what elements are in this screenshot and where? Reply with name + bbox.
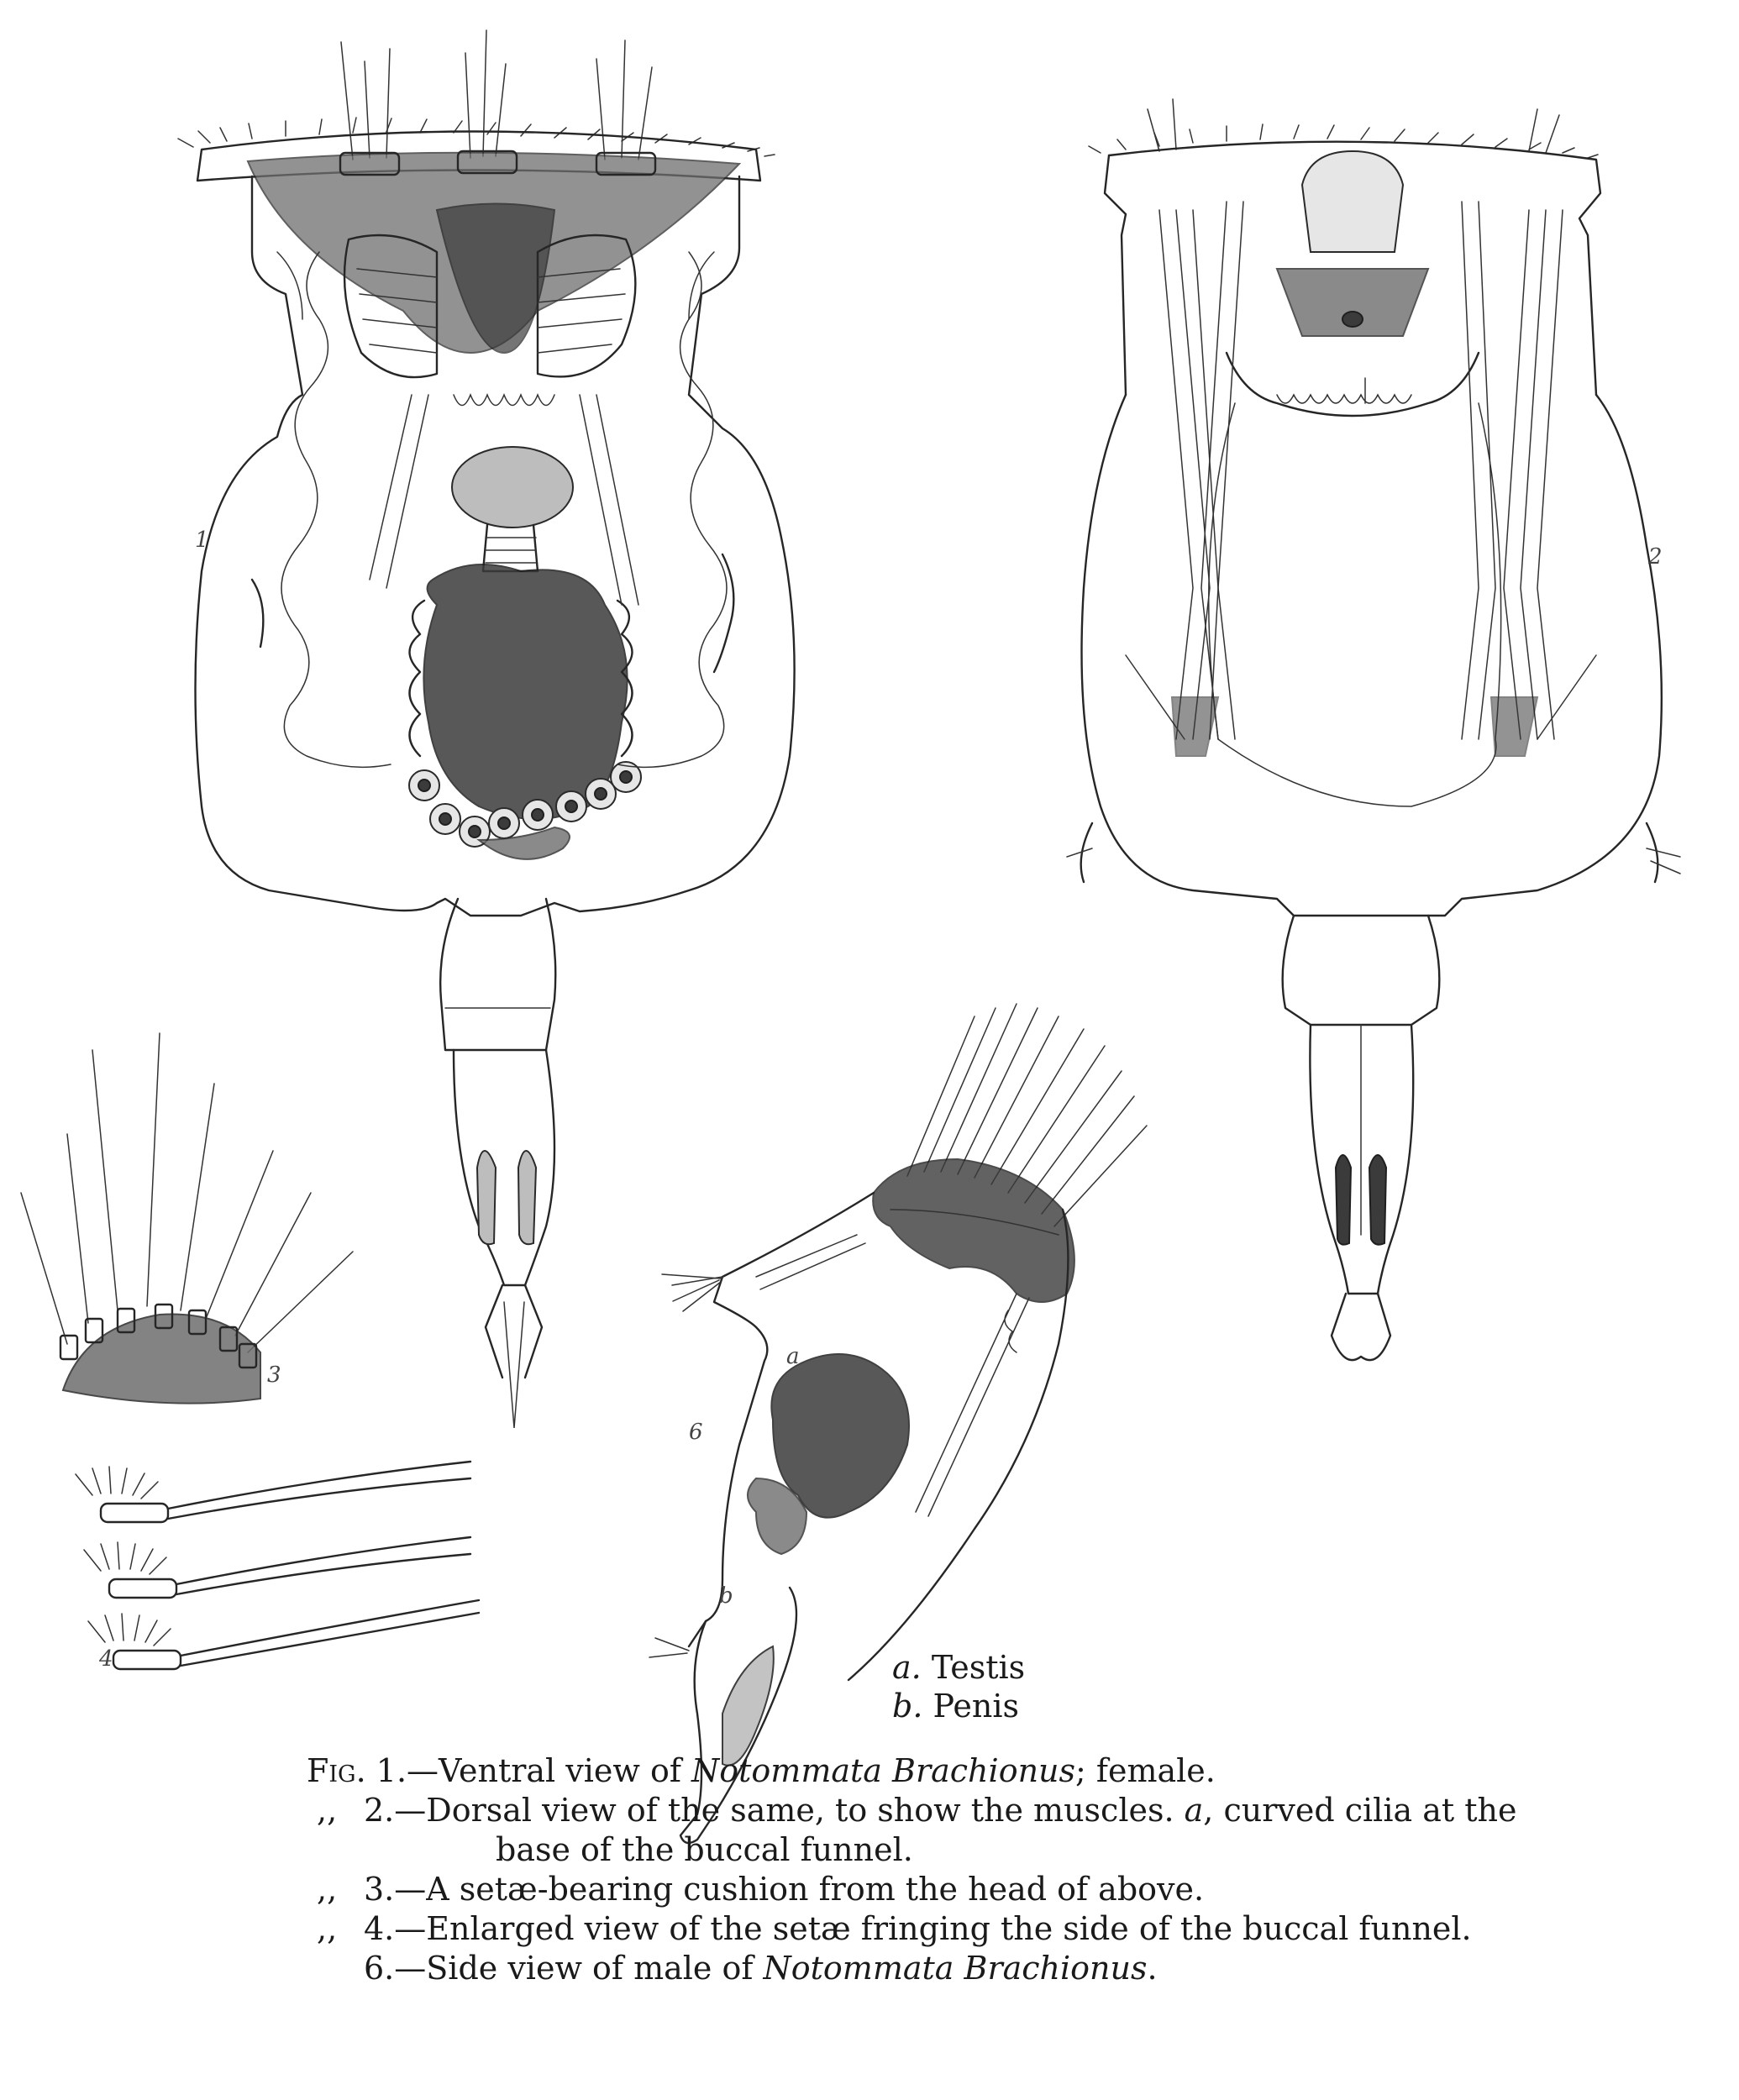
caption-text: —Enlarged view of the setæ fringing the side of the buccal funnel. bbox=[394, 1910, 1472, 1947]
figure-number-1: 1 bbox=[195, 528, 209, 553]
ditto-mark: ,, bbox=[317, 1871, 338, 1908]
caption-text: —Ventral view of bbox=[407, 1752, 692, 1789]
caption-number: 1. bbox=[376, 1752, 407, 1789]
legend-text: Testis bbox=[931, 1649, 1026, 1686]
caption-species: Notommata Brachionus bbox=[763, 1950, 1148, 1987]
legend-text: Penis bbox=[933, 1688, 1019, 1725]
figure-4-setae-fringe bbox=[76, 1462, 479, 1669]
caption-line-fig6 bbox=[307, 1949, 1718, 1988]
caption-text: base of the buccal funnel. bbox=[496, 1831, 913, 1868]
caption-number: 4. bbox=[364, 1910, 395, 1947]
label-b-penis: b bbox=[719, 1583, 733, 1609]
figure-number-3: 3 bbox=[267, 1362, 281, 1388]
caption-note-key: a bbox=[1184, 1792, 1204, 1829]
figure-3-setae-cushion bbox=[21, 1033, 353, 1404]
legend-key: b. bbox=[892, 1688, 923, 1725]
caption-line-fig2 bbox=[307, 1791, 1718, 1830]
label-a-testis: a bbox=[786, 1344, 800, 1369]
ditto-mark: ,, bbox=[317, 1910, 338, 1947]
caption-line-fig2-cont bbox=[307, 1830, 1718, 1870]
caption-lead: Fig. bbox=[307, 1752, 366, 1789]
figure-1-ventral-view bbox=[178, 30, 795, 1428]
caption-number: 6. bbox=[364, 1950, 395, 1987]
caption-text: —Side view of male of bbox=[394, 1950, 764, 1987]
figure-number-6: 6 bbox=[689, 1420, 703, 1445]
figure-caption bbox=[307, 1751, 1718, 1988]
caption-line-fig4 bbox=[307, 1909, 1718, 1949]
legend-key: a. bbox=[892, 1649, 922, 1686]
caption-text: ; female. bbox=[1075, 1752, 1216, 1789]
ditto-mark: ,, bbox=[317, 1792, 338, 1829]
caption-text: , curved cilia at the bbox=[1203, 1792, 1517, 1829]
caption-text: —Dorsal view of the same, to show the muscles. bbox=[394, 1792, 1185, 1829]
legend-row-penis bbox=[892, 1687, 1025, 1725]
caption-line-fig3 bbox=[307, 1870, 1718, 1909]
caption-line-fig1 bbox=[307, 1751, 1718, 1791]
figure-number-4: 4 bbox=[99, 1646, 113, 1672]
caption-number: 2. bbox=[364, 1792, 395, 1829]
legend-row-testis bbox=[892, 1648, 1025, 1687]
caption-text: . bbox=[1147, 1950, 1158, 1987]
figure-number-2: 2 bbox=[1648, 544, 1663, 570]
figure-1-cilia bbox=[178, 30, 775, 160]
figure-2-dorsal-view bbox=[1067, 99, 1680, 1360]
figure-legend bbox=[892, 1648, 1025, 1725]
caption-species: Notommata Brachionus bbox=[691, 1752, 1076, 1789]
caption-text: —A setæ-bearing cushion from the head of above. bbox=[394, 1871, 1205, 1908]
caption-number: 3. bbox=[364, 1871, 395, 1908]
